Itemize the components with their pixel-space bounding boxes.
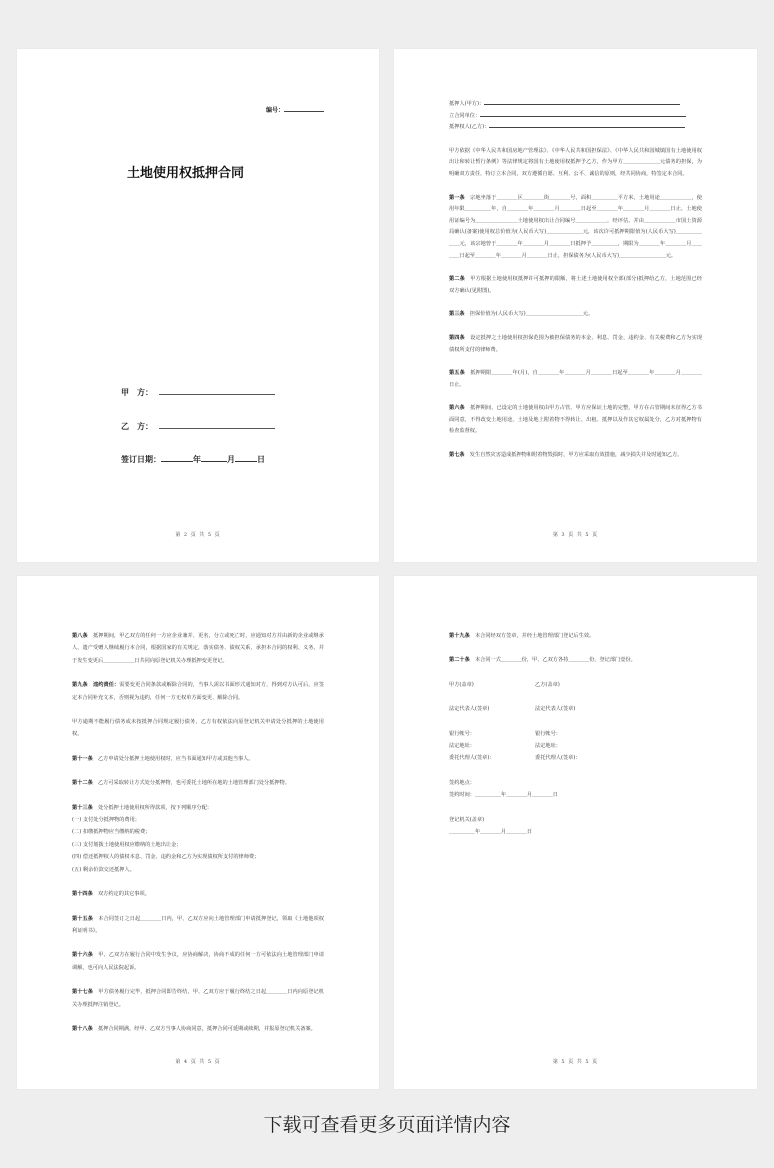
document-page-3 bbox=[17, 576, 379, 1089]
article-15: 第十五条 本合同签订之日起＿＿＿＿日内，甲、乙双方应向土地管理部门申请抵押登记，领取《土地他项权利证明书》。 bbox=[72, 915, 324, 934]
party-b-line: 乙 方： bbox=[121, 421, 275, 432]
header-field-mortgagee: 抵押权人(乙方)： bbox=[449, 122, 702, 134]
contract-title: 土地使用权抵押合同 bbox=[127, 166, 245, 181]
article-16: 第十六条 甲、乙双方在履行合同中发生争议，应协商解决，协商不成的任何一方可依法向土地管理部门申请调解，也可向人民法院起诉。 bbox=[72, 952, 324, 971]
signature-parties: 甲方(盖章) 乙方(盖章) bbox=[449, 681, 560, 688]
article-3: 第三条 担保价值为(人民币大写)＿＿＿＿＿＿＿＿＿＿＿元。 bbox=[449, 311, 594, 318]
signature-representatives: 法定代表人(签章) 法定代表人(签章) bbox=[449, 706, 576, 713]
article-4: 第四条 设定抵押之土地使用权担保范围为被担保债务的本金、利息、罚金、违约金、有关税费和乙方为实现债权所支付的律师费。 bbox=[449, 334, 702, 353]
article-13-item: (三) 支付划拨土地使用权应缴纳的土地出让金； bbox=[72, 841, 182, 848]
article-13-item: (一) 支付处分抵押物的费用； bbox=[72, 817, 140, 824]
article-7: 第七条 发生自然灾害造成抵押物和附着物毁损时，甲方应采取有效措施，减少损失并及时通知乙方。 bbox=[449, 452, 683, 459]
article-20: 第二十条 本合同一式＿＿＿＿份，甲、乙双方各持＿＿＿＿份，登记部门壹份。 bbox=[449, 657, 636, 664]
article-9-clause: 甲方逾期不能履行债务或未按抵押合同规定履行债务，乙方有权依法向原登记机关申请处分抵押的土地使用权。 bbox=[72, 719, 324, 738]
article-13-item: (二) 扣缴抵押物应当缴纳的税费； bbox=[72, 829, 151, 836]
signing-time: 签约时间：＿＿＿＿＿年＿＿＿＿月＿＿＿＿日 bbox=[449, 792, 558, 799]
article-8: 第八条 抵押期间，甲乙双方的任何一方应企业兼并、更名、分立或死亡时，应通知对方并由新的企业或继承人、遗产受赠人继续履行本合同，根据国家的有关规定，落实债务、债权关系，承担本合同的权利、义务，并于发生变更后＿＿＿＿＿＿日共同向原登记机关办理抵押变更登记。 bbox=[72, 633, 324, 664]
registration-date: ＿＿＿＿＿年＿＿＿＿月＿＿＿＿日 bbox=[449, 829, 533, 836]
number-blank bbox=[284, 106, 324, 112]
article-6: 第六条 抵押期间，已设定的土地使用权由甲方占管，甲方应保证土地的完整，甲方在占管期间未征得乙方书面同意，不得改变土地用途，土地及地上附着物不得转让、出租、抵押以及作其它权属处分，乙方对抵押物有检查监督权。 bbox=[449, 405, 702, 435]
article-19: 第十九条 本合同经双方签章，并经土地管理部门登记后生效。 bbox=[449, 633, 595, 639]
article-18: 第十八条 抵押合同期满，经甲、乙双方当事人协商同意，抵押合同可延期或续期，并报原登记机关备案。 bbox=[72, 1025, 316, 1032]
document-page-4 bbox=[394, 576, 757, 1089]
page-footer: 第 5 页 共 5 页 bbox=[552, 1059, 599, 1065]
article-9: 第九条 违约责任：需要变更合同条款或解除合同的，当事人需以书面形式通知对方，得到对方认可后，应签定本合同补充文本，否则视为违约，任何一方无权单方面变更、解除合同。 bbox=[72, 682, 324, 701]
article-11: 第十一条 乙方申请处分抵押土地使用权时，应当书面通知甲方或其他当事人。 bbox=[72, 755, 254, 762]
agents: 委托代理人(签章)： 委托代理人(签章)： bbox=[449, 755, 581, 762]
page-footer: 第 3 页 共 5 页 bbox=[552, 532, 599, 538]
article-13-item: (四) 偿还抵押权人的债权本息、罚金、违约金和乙方为实现债权所支付的律师费； bbox=[72, 854, 260, 861]
article-5: 第五条 抵押期限＿＿＿＿年(月)，自＿＿＿＿年＿＿＿＿月＿＿＿＿日起至＿＿＿＿年＿＿＿＿月＿＿＿＿日止。 bbox=[449, 370, 702, 388]
page-footer: 第 2 页 共 5 页 bbox=[175, 532, 221, 538]
article-12: 第十二条 乙方可采取转让方式处分抵押物，也可委托土地所在地的土地管理部门处分抵押物。 bbox=[72, 780, 290, 787]
article-13-item: (五) 剩余价款交还抵押人。 bbox=[72, 866, 135, 873]
signing-date: 签订日期： 年 月 日 bbox=[121, 455, 265, 464]
article-14: 第十四条 双方约定的其它事项。 bbox=[72, 891, 150, 898]
document-page-cover bbox=[17, 49, 379, 562]
intro-paragraph: 甲方依据《中华人民共和国房地产管理法》、《中华人民共和国担保法》、《中华人民共和国城镇国有土地使用权出让和转让暂行条例》等法律规定将国有土地使用权抵押予乙方，作为甲方＿＿＿＿＿＿＿元债务的担保，为明确双方责任，特订立本合同，双方遵循自愿、互利、公平、诚信的原则，经共同协商，特签定本合同。 bbox=[449, 147, 702, 177]
download-caption: 下载可查看更多页面详情内容 bbox=[263, 1114, 511, 1136]
header-field-mortgagor: 抵押人(甲方)： bbox=[449, 99, 702, 111]
legal-addresses: 法定地址： 法定地址： bbox=[449, 743, 561, 750]
article-2: 第二条 甲方根据土地使用权抵押许可抵押的限额，将土述土地使用权全部(部分)抵押给乙方，土地范围已经双方确认(见附图)。 bbox=[449, 276, 702, 294]
bank-accounts: 银行帐号： 银行帐号： bbox=[449, 730, 561, 737]
party-a-line: 甲 方： bbox=[121, 387, 275, 398]
signing-place: 签约地点： bbox=[449, 779, 475, 786]
header-field-unit: 立合同单位： bbox=[449, 111, 702, 123]
article-1: 第一条 宗地坐落于＿＿＿＿区＿＿＿＿街＿＿＿＿号，面积＿＿＿＿＿平方米，土地用途＿＿＿＿＿＿，使用年限＿＿＿＿＿年，自＿＿＿＿年＿＿＿＿月＿＿＿＿日起至＿＿＿＿年＿＿＿＿月＿＿＿＿日止，土地使用证编号为＿＿＿＿＿＿＿＿土地使用权出让合同编号＿＿＿＿＿＿，经评估，并由＿＿＿＿＿＿市国土资源局确认(备案)使用权总价值为(人民币大写)＿＿＿＿＿＿＿元，该次许可抵押期限值为(人民币大写)＿＿＿＿＿＿＿元，该宗地曾于＿＿＿＿年＿＿＿＿月＿＿＿＿日抵押予＿＿＿＿＿，期限为＿＿＿＿年＿＿＿＿月＿＿＿＿日起至＿＿＿＿年＿＿＿＿月＿＿＿＿日止，担保债务为(人民币大写)＿＿＿＿＿＿＿＿＿元。 bbox=[449, 194, 702, 259]
article-17: 第十七条 甲方债务履行完毕，抵押合同即告终结，甲、乙双方应于履行终结之日起＿＿＿＿日内向原登记机关办理抵押注销登记。 bbox=[72, 989, 324, 1008]
contract-number: 编号： bbox=[266, 105, 324, 114]
article-13: 第十三条 处分抵押土地使用权所得款项，按下列顺序分配： bbox=[72, 804, 213, 811]
page-footer: 第 4 页 共 5 页 bbox=[175, 1059, 221, 1065]
document-page-2 bbox=[394, 49, 757, 562]
registration-authority: 登记机关(盖章) bbox=[449, 816, 485, 823]
